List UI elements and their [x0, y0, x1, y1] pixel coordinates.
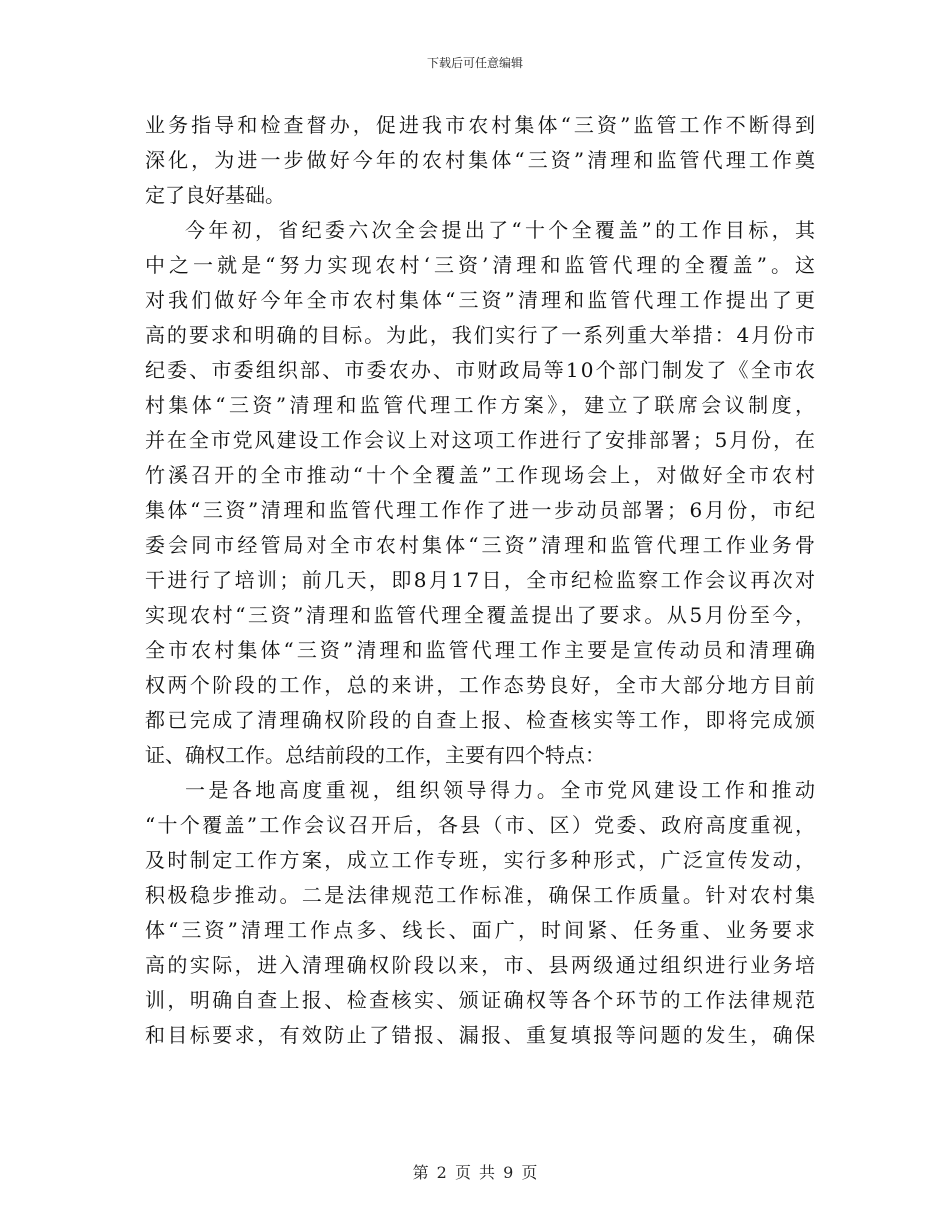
text-line: 纪委、市委组织部、市委农办、市财政局等10个部门制发了《全市农	[145, 358, 818, 382]
text-line: 及时制定工作方案，成立工作专班，实行多种形式，广泛宣传发动，	[145, 848, 818, 872]
text-line: 和目标要求，有效防止了错报、漏报、重复填报等问题的发生，确保	[145, 1023, 818, 1047]
text-line: 并在全市党风建设工作会议上对这项工作进行了安排部署；5月份，在	[145, 428, 817, 452]
text-line: 一是各地高度重视，组织领导得力。全市党风建设工作和推动	[185, 778, 819, 802]
text-line: 村集体“三资”清理和监管代理工作方案》，建立了联席会议制度，	[145, 393, 819, 417]
text-line: 权两个阶段的工作，总的来讲，工作态势良好，全市大部分地方目前	[145, 673, 818, 697]
text-line: 全市农村集体“三资”清理和监管代理工作主要是宣传动员和清理确	[145, 638, 819, 662]
text-line: 委会同市经管局对全市农村集体“三资”清理和监管代理工作业务骨	[145, 533, 819, 557]
text-line: 高的要求和明确的目标。为此，我们实行了一系列重大举措：4月份市	[145, 323, 817, 347]
text-line: 深化，为进一步做好今年的农村集体“三资”清理和监管代理工作奠	[145, 148, 819, 172]
text-line: 中之一就是“努力实现农村‘三资’清理和监管代理的全覆盖”。这	[145, 253, 820, 277]
text-line: 证、确权工作。总结前段的工作，主要有四个特点：	[145, 743, 605, 767]
text-line: 对我们做好今年全市农村集体“三资”清理和监管代理工作提出了更	[145, 288, 819, 312]
text-line: 实现农村“三资”清理和监管代理全覆盖提出了要求。从5月份至今，	[145, 603, 818, 627]
page-header: 下载后可任意编辑	[426, 56, 523, 70]
text-line: 积极稳步推动。二是法律规范工作标准，确保工作质量。针对农村集	[145, 883, 818, 907]
text-line: “十个覆盖”工作会议召开后，各县（市、区）党委、政府高度重视，	[145, 813, 818, 837]
text-line: 都已完成了清理确权阶段的自查上报、检查核实等工作，即将完成颁	[145, 708, 818, 732]
text-line: 业务指导和检查督办，促进我市农村集体“三资”监管工作不断得到	[145, 113, 819, 137]
body-text	[145, 108, 820, 1053]
page-footer: 第 2 页 共 9 页	[412, 1163, 538, 1182]
text-line: 集体“三资”清理和监管代理工作作了进一步动员部署；6月份，市纪	[145, 498, 818, 522]
text-line: 竹溪召开的全市推动“十个全覆盖”工作现场会上，对做好全市农村	[145, 463, 819, 487]
text-line: 高的实际，进入清理确权阶段以来，市、县两级通过组织进行业务培	[145, 953, 818, 977]
text-line: 定了良好基础。	[145, 183, 285, 207]
text-line: 体“三资”清理工作点多、线长、面广，时间紧、任务重、业务要求	[145, 918, 819, 942]
text-line: 今年初，省纪委六次全会提出了“十个全覆盖”的工作目标，其	[185, 218, 819, 242]
text-line: 训，明确自查上报、检查核实、颁证确权等各个环节的工作法律规范	[145, 988, 818, 1012]
text-line: 干进行了培训；前几天，即8月17日，全市纪检监察工作会议再次对	[145, 568, 818, 592]
